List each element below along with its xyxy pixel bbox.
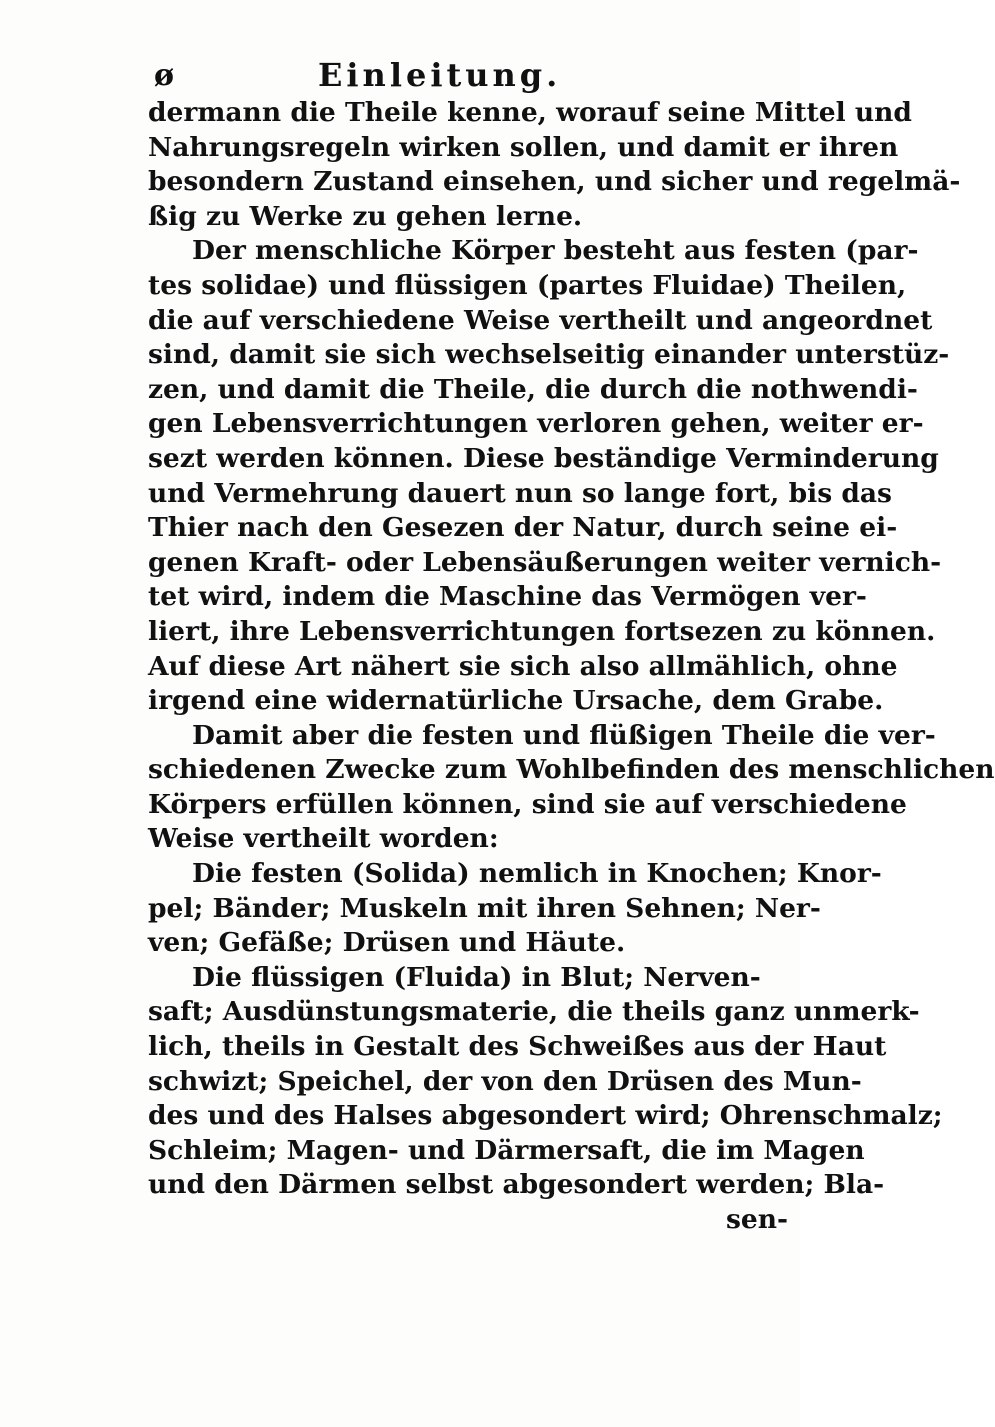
text-line: sezt werden können. Diese beständige Verminderung bbox=[148, 442, 939, 474]
text-line: tet wird, indem die Maschine das Vermögen ver- bbox=[148, 581, 867, 613]
page-header bbox=[0, 52, 800, 92]
page-title: Einleitung. bbox=[318, 56, 562, 94]
text-line: Damit aber die festen und flüßigen Theile die ver- bbox=[192, 719, 936, 751]
body-text bbox=[148, 96, 995, 1238]
text-line: Nahrungsregeln wirken sollen, und damit er ihren bbox=[148, 131, 899, 163]
text-line: zen, und damit die Theile, die durch die nothwendi- bbox=[148, 373, 918, 405]
text-line: dermann die Theile kenne, worauf seine Mittel und bbox=[148, 97, 912, 128]
text-line: tes solidae) und flüssigen (partes Fluidae) Theilen, bbox=[148, 269, 907, 301]
page-mark: ø bbox=[154, 58, 175, 93]
text-line: des und des Halses abgesondert wird; Ohrenschmalz; bbox=[148, 1100, 943, 1132]
text-line: lich, theils in Gestalt des Schweißes aus der Haut bbox=[148, 1031, 887, 1063]
text-line: und Vermehrung dauert nun so lange fort, bis das bbox=[148, 477, 892, 509]
text-line: Körpers erfüllen können, sind sie auf verschiedene bbox=[148, 788, 907, 820]
text-line: schiedenen Zwecke zum Wohlbefinden des menschlichen bbox=[148, 754, 995, 786]
catchword: sen- bbox=[725, 1204, 788, 1235]
text-line: ven; Gefäße; Drüsen und Häute. bbox=[148, 927, 626, 959]
text-line: pel; Bänder; Muskeln mit ihren Sehnen; Ner- bbox=[148, 892, 821, 924]
text-line: Weise vertheilt worden: bbox=[148, 823, 499, 855]
text-line: irgend eine widernatürliche Ursache, dem Grabe. bbox=[148, 685, 884, 717]
text-line: saft; Ausdünstungsmaterie, die theils ganz unmerk- bbox=[148, 996, 920, 1028]
text-line: Der menschliche Körper besteht aus festen (par- bbox=[192, 235, 919, 267]
text-line: genen Kraft- oder Lebensäußerungen weiter vernich- bbox=[148, 546, 942, 578]
text-line: schwizt; Speichel, der von den Drüsen des Mun- bbox=[148, 1065, 862, 1097]
text-line: Die festen (Solida) nemlich in Knochen; Knor- bbox=[192, 858, 882, 890]
text-line: ßig zu Werke zu gehen lerne. bbox=[148, 200, 583, 232]
text-line: gen Lebensverrichtungen verloren gehen, weiter er- bbox=[148, 408, 924, 440]
text-line: die auf verschiedene Weise vertheilt und angeordnet bbox=[148, 304, 933, 336]
text-line: Auf diese Art nähert sie sich also allmählich, ohne bbox=[148, 650, 898, 682]
text-line: Die flüssigen (Fluida) in Blut; Nerven- bbox=[192, 961, 761, 993]
text-line: besondern Zustand einsehen, und sicher und regelmä- bbox=[148, 166, 961, 198]
text-line: und den Därmen selbst abgesondert werden; Bla- bbox=[148, 1169, 885, 1201]
text-line: sind, damit sie sich wechselseitig einander unterstüz- bbox=[148, 339, 950, 371]
text-line: Thier nach den Gesezen der Natur, durch seine ei- bbox=[148, 512, 898, 544]
text-line: liert, ihre Lebensverrichtungen fortsezen zu können. bbox=[148, 615, 936, 647]
text-line: Schleim; Magen- und Därmersaft, die im Magen bbox=[148, 1134, 865, 1166]
